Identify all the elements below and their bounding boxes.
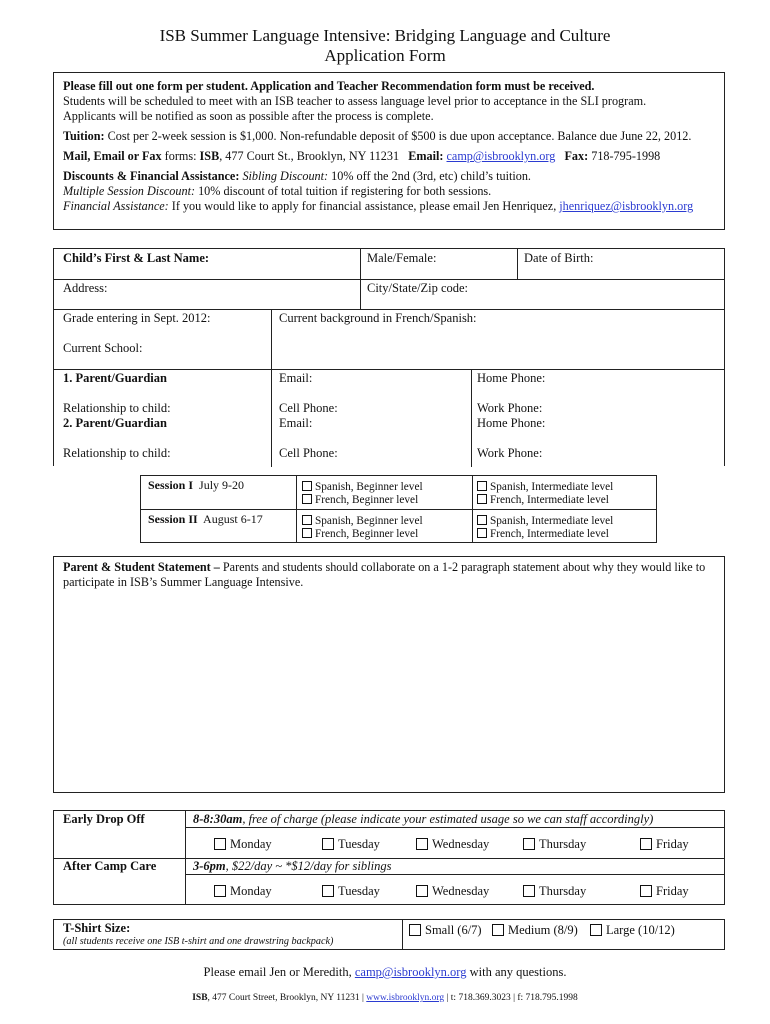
parent2-work-phone-field[interactable]: Work Phone: <box>477 446 543 460</box>
fax-value: 718-795-1998 <box>588 149 661 163</box>
mail-isb: ISB <box>199 149 220 163</box>
statement-label: Parent & Student Statement – <box>63 560 220 574</box>
form-title-line2: Application Form <box>324 46 446 65</box>
parent2-relationship-field[interactable]: Relationship to child: <box>63 446 171 460</box>
checkbox-icon[interactable] <box>302 481 312 491</box>
early-drop-off-info: 8-8:30am, free of charge (please indicate your estimated usage so we can staff accordingly) <box>193 812 654 826</box>
checkbox-icon[interactable] <box>492 924 504 936</box>
checkbox-icon[interactable] <box>640 838 652 850</box>
checkbox-icon[interactable] <box>302 528 312 538</box>
checkbox-icon[interactable] <box>477 481 487 491</box>
sibling-label: Sibling Discount: <box>242 169 329 183</box>
early-monday[interactable]: Monday <box>214 837 272 852</box>
early-drop-off-label: Early Drop Off <box>63 812 145 826</box>
camp-email-link[interactable]: camp@isbrooklyn.org <box>446 149 556 163</box>
multiple-label: Multiple Session Discount: <box>63 184 196 198</box>
parent2-email-field[interactable]: Email: <box>279 416 313 430</box>
mail-line <box>63 149 715 164</box>
info-line3: Applicants will be notified as soon as possible after the process is complete. <box>63 109 434 123</box>
email-label: Email: <box>408 149 444 163</box>
session1-spanish-beginner[interactable]: Spanish, Beginner level <box>302 481 423 494</box>
session2-spanish-intermediate[interactable]: Spanish, Intermediate level <box>477 515 613 528</box>
tshirt-table <box>53 919 725 950</box>
checkbox-icon[interactable] <box>523 838 535 850</box>
mail-label: Mail, Email or Fax <box>63 149 162 163</box>
checkbox-icon[interactable] <box>322 885 334 897</box>
early-tuesday[interactable]: Tuesday <box>322 837 380 852</box>
statement-text: Parents and students should collaborate on a 1-2 paragraph statement about why they would like to participate in ISB’s Summer Language Intensive. <box>63 560 706 589</box>
multiple-text: 10% discount of total tuition if registering for both sessions. <box>195 184 492 198</box>
size-large[interactable]: Large (10/12) <box>590 923 675 938</box>
contact-email-link[interactable]: camp@isbrooklyn.org <box>354 965 467 979</box>
parent1-cell-phone-field[interactable]: Cell Phone: <box>279 401 338 415</box>
after-wednesday[interactable]: Wednesday <box>416 884 489 899</box>
checkbox-icon[interactable] <box>640 885 652 897</box>
checkbox-icon[interactable] <box>477 528 487 538</box>
current-school-field[interactable]: Current School: <box>63 341 143 355</box>
financial-text: If you would like to apply for financial assistance, please email Jen Henriquez, <box>168 199 560 213</box>
info-box <box>53 72 725 230</box>
child-name-field[interactable]: Child’s First & Last Name: <box>63 251 210 265</box>
after-camp-care-info: 3-6pm, $22/day ~ *$12/day for siblings <box>193 859 392 873</box>
tuition-line <box>63 129 715 144</box>
sibling-text: 10% off the 2nd (3rd, etc) child’s tuition. <box>328 169 531 183</box>
footer-isb: ISB <box>192 993 208 1003</box>
discounts-line <box>63 169 715 184</box>
checkbox-icon[interactable] <box>302 515 312 525</box>
after-friday[interactable]: Friday <box>640 884 689 899</box>
session1-label: Session I July 9-20 <box>148 478 245 492</box>
financial-email-link[interactable]: jhenriquez@isbrooklyn.org <box>559 199 694 213</box>
dob-field[interactable]: Date of Birth: <box>524 251 594 265</box>
parent1-relationship-field[interactable]: Relationship to child: <box>63 401 171 415</box>
contact-text: Please email Jen or Meredith, <box>203 965 355 979</box>
fax-label: Fax: <box>564 149 589 163</box>
parent1-title: 1. Parent/Guardian <box>63 371 167 385</box>
session2-label: Session II August 6-17 <box>148 512 263 526</box>
checkbox-icon[interactable] <box>409 924 421 936</box>
early-friday[interactable]: Friday <box>640 837 689 852</box>
size-medium[interactable]: Medium (8/9) <box>492 923 578 938</box>
discounts-label: Discounts & Financial Assistance: <box>63 169 240 183</box>
background-field[interactable]: Current background in French/Spanish: <box>279 311 477 325</box>
parent2-cell-phone-field[interactable]: Cell Phone: <box>279 446 338 460</box>
checkbox-icon[interactable] <box>214 885 226 897</box>
session2-french-beginner[interactable]: French, Beginner level <box>302 528 418 541</box>
student-info-table <box>53 248 725 466</box>
tuition-label: Tuition: <box>63 129 105 143</box>
after-thursday[interactable]: Thursday <box>523 884 586 899</box>
after-monday[interactable]: Monday <box>214 884 272 899</box>
info-line1: Please fill out one form per student. Application and Teacher Recommendation form must be received. <box>63 79 595 93</box>
after-camp-care-label: After Camp Care <box>63 859 157 873</box>
checkbox-icon[interactable] <box>214 838 226 850</box>
contact-end: with any questions. <box>466 965 567 979</box>
footer-address <box>0 993 770 1003</box>
form-title-line1: ISB Summer Language Intensive: Bridging Language and Culture <box>159 26 611 45</box>
footer-address-text: , 477 Court Street, Brooklyn, NY 11231 | <box>207 993 367 1003</box>
footer-phones: | t: 718.369.3023 | f: 718.795.1998 <box>444 993 578 1003</box>
early-thursday[interactable]: Thursday <box>523 837 586 852</box>
early-wednesday[interactable]: Wednesday <box>416 837 489 852</box>
session1-spanish-intermediate[interactable]: Spanish, Intermediate level <box>477 481 613 494</box>
parent2-title: 2. Parent/Guardian <box>63 416 167 430</box>
checkbox-icon[interactable] <box>590 924 602 936</box>
sessions-table <box>140 475 657 543</box>
address-field[interactable]: Address: <box>63 281 108 295</box>
parent2-home-phone-field[interactable]: Home Phone: <box>477 416 546 430</box>
checkbox-icon[interactable] <box>322 838 334 850</box>
session2-french-intermediate[interactable]: French, Intermediate level <box>477 528 609 541</box>
contact-line <box>0 965 770 980</box>
parent1-work-phone-field[interactable]: Work Phone: <box>477 401 543 415</box>
statement-box[interactable] <box>53 556 725 793</box>
financial-label: Financial Assistance: <box>63 199 169 213</box>
financial-line <box>63 199 715 214</box>
grade-field[interactable]: Grade entering in Sept. 2012: <box>63 311 211 325</box>
session1-french-intermediate[interactable]: French, Intermediate level <box>477 494 609 507</box>
tshirt-note: (all students receive one ISB t-shirt and one drawstring backpack) <box>63 936 334 947</box>
multiple-line <box>63 184 715 199</box>
tshirt-label: T-Shirt Size: <box>63 921 131 935</box>
city-state-zip-field[interactable]: City/State/Zip code: <box>367 281 469 295</box>
checkbox-icon[interactable] <box>477 515 487 525</box>
checkbox-icon[interactable] <box>302 494 312 504</box>
info-line2: Students will be scheduled to meet with an ISB teacher to assess language level prior to acceptance in the SLI program. <box>63 94 647 108</box>
gender-field[interactable]: Male/Female: <box>367 251 437 265</box>
mail-forms: forms: <box>161 149 200 163</box>
website-link[interactable]: www.isbrooklyn.org <box>366 993 445 1003</box>
mail-address: , 477 Court St., Brooklyn, NY 11231 <box>219 149 409 163</box>
checkbox-icon[interactable] <box>416 885 428 897</box>
session1-french-beginner[interactable]: French, Beginner level <box>302 494 418 507</box>
parent1-email-field[interactable]: Email: <box>279 371 313 385</box>
checkbox-icon[interactable] <box>477 494 487 504</box>
checkbox-icon[interactable] <box>416 838 428 850</box>
after-tuesday[interactable]: Tuesday <box>322 884 380 899</box>
care-table <box>53 810 725 905</box>
checkbox-icon[interactable] <box>523 885 535 897</box>
tuition-text: Cost per 2-week session is $1,000. Non-refundable deposit of $500 is due upon acceptance. Balance due June 22, 2012. <box>104 129 692 143</box>
parent1-home-phone-field[interactable]: Home Phone: <box>477 371 546 385</box>
size-small[interactable]: Small (6/7) <box>409 923 482 938</box>
session2-spanish-beginner[interactable]: Spanish, Beginner level <box>302 515 423 528</box>
